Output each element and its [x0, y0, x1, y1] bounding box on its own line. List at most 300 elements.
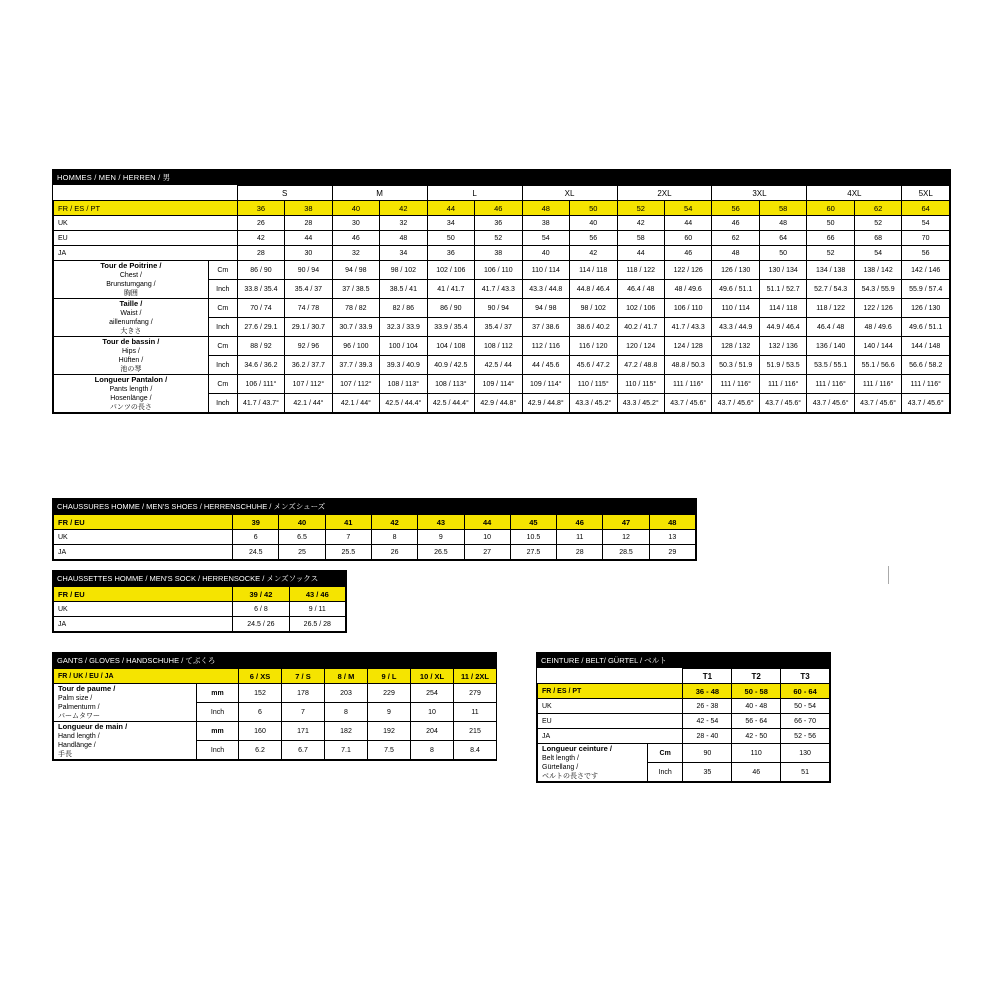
cell: 51.1 / 52.7	[759, 280, 806, 299]
size-group-s: S	[237, 186, 332, 201]
unit-inch: Inch	[208, 280, 237, 299]
cell: 215	[454, 722, 497, 741]
cell: 144 / 148	[902, 337, 950, 356]
cell: 7	[282, 703, 325, 722]
cell: 28	[285, 216, 332, 231]
cell: 34	[380, 246, 427, 261]
cell: 11 / 2XL	[454, 669, 497, 684]
cell: 48 / 49.6	[664, 280, 711, 299]
cell: 46	[732, 763, 781, 782]
cell: 34	[427, 216, 474, 231]
belt-table	[536, 652, 831, 783]
row-pants-cm	[54, 375, 950, 394]
unit-mm: mm	[197, 722, 239, 741]
cell: 44	[664, 216, 711, 231]
cell: 39 / 42	[233, 587, 289, 602]
cell: 27	[464, 545, 510, 560]
shoes-row-ja	[54, 545, 696, 560]
size-group-xl: XL	[522, 186, 617, 201]
spacer-cell	[647, 669, 683, 684]
cell: 108 / 113°	[427, 375, 474, 394]
cell: 60	[664, 231, 711, 246]
cell: 33.8 / 35.4	[237, 280, 284, 299]
measure-label-line: Longueur Pantalon /	[94, 375, 168, 384]
cell: 27.5	[510, 545, 556, 560]
cell: 8	[371, 530, 417, 545]
gloves-table-header: GANTS / GLOVES / HANDSCHUHE / てぶくろ	[53, 653, 496, 668]
measure-label-line: Belt length /	[542, 755, 579, 762]
cell: 42.9 / 44.8°	[475, 394, 522, 413]
cell: 36 - 48	[683, 684, 732, 699]
cell: 120 / 124	[617, 337, 664, 356]
cell: 43.7 / 45.6°	[902, 394, 950, 413]
cell: 48 / 49.6	[854, 318, 901, 337]
measure-label-line: Tour de bassin /	[102, 337, 160, 346]
measure-label-line: ベルトの長さです	[542, 773, 598, 780]
cell: 34.6 / 36.2	[237, 356, 284, 375]
cell: 100 / 104	[380, 337, 427, 356]
cell: 111 / 116°	[712, 375, 759, 394]
cell: 26	[371, 545, 417, 560]
cell: 26.5	[418, 545, 464, 560]
cell: 50	[570, 201, 617, 216]
measure-label-line: 池の琴	[120, 366, 142, 373]
cell: 140 / 144	[854, 337, 901, 356]
cell: 122 / 126	[854, 299, 901, 318]
cell: 42 - 54	[683, 714, 732, 729]
cell: 42	[237, 231, 284, 246]
cell: 40.9 / 42.5	[427, 356, 474, 375]
cell: 128 / 132	[712, 337, 759, 356]
cell: 41	[325, 515, 371, 530]
cell: 37 / 38.5	[332, 280, 379, 299]
measure-label-line: Brunstumgang /	[106, 281, 156, 288]
cell: 126 / 130	[902, 299, 950, 318]
cell: 40	[570, 216, 617, 231]
cell: 160	[239, 722, 282, 741]
cell: 43.3 / 44.9	[712, 318, 759, 337]
row-uk	[54, 216, 950, 231]
cell: 109 / 114°	[522, 375, 569, 394]
socks-row-ja	[54, 617, 346, 632]
cell: 24.5 / 26	[233, 617, 289, 632]
cell: 40.2 / 41.7	[617, 318, 664, 337]
cell: 9	[418, 530, 464, 545]
unit-cm: Cm	[208, 375, 237, 394]
cell: 54.3 / 55.9	[854, 280, 901, 299]
cell: 6 / 8	[233, 602, 289, 617]
cell: 44	[285, 231, 332, 246]
belt-size-t3: T3	[781, 669, 830, 684]
cell: 134 / 138	[807, 261, 854, 280]
cell: 70 / 74	[237, 299, 284, 318]
row-label-ja: JA	[54, 617, 233, 632]
cell: 78 / 82	[332, 299, 379, 318]
spacer-cell	[538, 669, 648, 684]
cell: 48	[522, 201, 569, 216]
cell: 70	[902, 231, 950, 246]
cell: 142 / 146	[902, 261, 950, 280]
gloves-size-row	[54, 669, 497, 684]
shoes-row-uk	[54, 530, 696, 545]
row-label-uk: UK	[54, 530, 233, 545]
cell: 6.2	[239, 741, 282, 760]
row-label-fr: FR / ES / PT	[54, 201, 238, 216]
cell: 112 / 116	[522, 337, 569, 356]
cell: 46	[557, 515, 603, 530]
cell: 114 / 118	[570, 261, 617, 280]
cell: 42.1 / 44°	[285, 394, 332, 413]
belt-row-uk	[538, 699, 830, 714]
cell: 37.7 / 39.3	[332, 356, 379, 375]
cell: 43.3 / 45.2°	[617, 394, 664, 413]
shoes-table-grid	[53, 514, 696, 560]
cell: 50	[427, 231, 474, 246]
cell: 47	[603, 515, 649, 530]
cell: 9 / L	[368, 669, 411, 684]
gloves-table	[52, 652, 497, 761]
cell: 52 - 56	[781, 729, 830, 744]
cell: 204	[411, 722, 454, 741]
size-group-l: L	[427, 186, 522, 201]
cell: 86 / 90	[237, 261, 284, 280]
measure-label-hips	[54, 337, 209, 375]
cell: 7	[325, 530, 371, 545]
cell: 42	[371, 515, 417, 530]
measure-label-line: Palmenturm /	[58, 704, 100, 711]
cell: 111 / 116°	[807, 375, 854, 394]
cell: 11	[454, 703, 497, 722]
cell: 111 / 116°	[902, 375, 950, 394]
measure-label-line: Pants length /	[109, 386, 153, 393]
cell: 6	[233, 530, 279, 545]
cell: 41.7 / 43.7°	[237, 394, 284, 413]
cell: 62	[854, 201, 901, 216]
spacer-cell	[54, 186, 209, 201]
cell: 43.7 / 45.6°	[807, 394, 854, 413]
spacer-cell	[208, 186, 237, 201]
measure-label-line: 胸囲	[123, 290, 138, 297]
mens-socks-table	[52, 570, 347, 633]
cell: 7.5	[368, 741, 411, 760]
cell: 58	[617, 231, 664, 246]
row-label-uk: UK	[54, 602, 233, 617]
page-tick-mark	[888, 566, 889, 584]
cell: 52	[617, 201, 664, 216]
measure-label-waist	[54, 299, 209, 337]
cell: 25.5	[325, 545, 371, 560]
measure-label-belt-length	[538, 744, 648, 782]
unit-mm: mm	[197, 684, 239, 703]
cell: 43.7 / 45.6°	[854, 394, 901, 413]
cell: 26	[237, 216, 284, 231]
cell: 43 / 46	[289, 587, 345, 602]
cell: 114 / 118	[759, 299, 806, 318]
cell: 12	[603, 530, 649, 545]
cell: 64	[902, 201, 950, 216]
cell: 41.7 / 43.3	[475, 280, 522, 299]
cell: 107 / 112°	[285, 375, 332, 394]
gloves-row-hand-mm	[54, 722, 497, 741]
cell: 13	[649, 530, 695, 545]
cell: 47.2 / 48.8	[617, 356, 664, 375]
row-eu	[54, 231, 950, 246]
row-label-ja: JA	[538, 729, 683, 744]
cell: 51	[781, 763, 830, 782]
socks-table-grid	[53, 586, 346, 632]
cell: 42.5 / 44	[475, 356, 522, 375]
cell: 106 / 111°	[237, 375, 284, 394]
cell: 30	[332, 216, 379, 231]
unit-inch: Inch	[208, 318, 237, 337]
cell: 56	[570, 231, 617, 246]
cell: 106 / 110	[475, 261, 522, 280]
cell: 40	[279, 515, 325, 530]
cell: 68	[854, 231, 901, 246]
cell: 46	[332, 231, 379, 246]
row-label-eu: EU	[54, 231, 238, 246]
cell: 46.4 / 48	[617, 280, 664, 299]
cell: 38	[285, 201, 332, 216]
cell: 92 / 96	[285, 337, 332, 356]
row-label-uk: UK	[538, 699, 683, 714]
unit-cm: Cm	[647, 744, 683, 763]
cell: 35.4 / 37	[475, 318, 522, 337]
unit-inch: Inch	[197, 741, 239, 760]
cell: 40	[332, 201, 379, 216]
cell: 116 / 120	[570, 337, 617, 356]
cell: 42.1 / 44°	[332, 394, 379, 413]
measure-label-line: 手長	[58, 751, 72, 758]
belt-size-t2: T2	[732, 669, 781, 684]
cell: 182	[325, 722, 368, 741]
measure-label-line: Chest /	[119, 272, 142, 279]
row-hips-cm	[54, 337, 950, 356]
row-label-fr: FR / ES / PT	[538, 684, 683, 699]
cell: 58	[759, 201, 806, 216]
mens-table-header: HOMMES / MEN / HERREN / 男	[53, 170, 950, 185]
gloves-row-palm-mm	[54, 684, 497, 703]
cell: 28	[557, 545, 603, 560]
cell: 229	[368, 684, 411, 703]
measure-label-line: パームタワー	[58, 713, 100, 720]
cell: 40 - 48	[732, 699, 781, 714]
socks-row-fr	[54, 587, 346, 602]
unit-inch: Inch	[208, 394, 237, 413]
cell: 48	[759, 216, 806, 231]
socks-table-header: CHAUSSETTES HOMME / MEN'S SOCK / HERRENSOCKE / メンズソックス	[53, 571, 346, 586]
cell: 27.6 / 29.1	[237, 318, 284, 337]
cell: 110	[732, 744, 781, 763]
cell: 35.4 / 37	[285, 280, 332, 299]
cell: 64	[759, 231, 806, 246]
row-waist-cm	[54, 299, 950, 318]
cell: 44.8 / 46.4	[570, 280, 617, 299]
cell: 50 - 58	[732, 684, 781, 699]
cell: 60	[807, 201, 854, 216]
cell: 46	[664, 246, 711, 261]
belt-table-grid	[537, 668, 830, 782]
gloves-table-grid	[53, 668, 497, 760]
size-group-5xl: 5XL	[902, 186, 950, 201]
measure-label-line: Palm size /	[58, 695, 93, 702]
row-label-eu: EU	[538, 714, 683, 729]
row-label-ja: JA	[54, 246, 238, 261]
cell: 55.9 / 57.4	[902, 280, 950, 299]
cell: 130 / 134	[759, 261, 806, 280]
row-label-sizes: FR / UK / EU / JA	[54, 669, 239, 684]
cell: 96 / 100	[332, 337, 379, 356]
cell: 56 - 64	[732, 714, 781, 729]
row-label-fr-eu: FR / EU	[54, 587, 233, 602]
cell: 6	[239, 703, 282, 722]
cell: 53.5 / 55.1	[807, 356, 854, 375]
cell: 10	[464, 530, 510, 545]
cell: 36	[475, 216, 522, 231]
cell: 38.6 / 40.2	[570, 318, 617, 337]
cell: 30	[285, 246, 332, 261]
measure-label-line: パンツの長さ	[109, 404, 152, 411]
cell: 60 - 64	[781, 684, 830, 699]
cell: 49.6 / 51.1	[902, 318, 950, 337]
measure-label-line: Handlänge /	[58, 742, 96, 749]
cell: 56.6 / 58.2	[902, 356, 950, 375]
cell: 6.7	[282, 741, 325, 760]
cell: 90 / 94	[285, 261, 332, 280]
cell: 43.3 / 44.8	[522, 280, 569, 299]
measure-label-palm-size	[54, 684, 197, 722]
cell: 136 / 140	[807, 337, 854, 356]
cell: 48	[649, 515, 695, 530]
cell: 108 / 112	[475, 337, 522, 356]
cell: 36.2 / 37.7	[285, 356, 332, 375]
unit-inch: Inch	[197, 703, 239, 722]
belt-row-fr	[538, 684, 830, 699]
cell: 24.5	[233, 545, 279, 560]
cell: 108 / 113°	[380, 375, 427, 394]
measure-label-line: Longueur de main /	[58, 722, 128, 731]
cell: 8	[325, 703, 368, 722]
cell: 28.5	[603, 545, 649, 560]
cell: 132 / 136	[759, 337, 806, 356]
cell: 254	[411, 684, 454, 703]
cell: 42.5 / 44.4°	[380, 394, 427, 413]
cell: 49.6 / 51.1	[712, 280, 759, 299]
cell: 111 / 116°	[664, 375, 711, 394]
cell: 102 / 106	[427, 261, 474, 280]
cell: 124 / 128	[664, 337, 711, 356]
socks-row-uk	[54, 602, 346, 617]
cell: 26.5 / 28	[289, 617, 345, 632]
measure-label-line: Hüften /	[118, 357, 144, 364]
cell: 26 - 38	[683, 699, 732, 714]
cell: 40	[522, 246, 569, 261]
cell: 94 / 98	[332, 261, 379, 280]
cell: 29	[649, 545, 695, 560]
row-label-uk: UK	[54, 216, 238, 231]
cell: 118 / 122	[807, 299, 854, 318]
shoes-row-fr	[54, 515, 696, 530]
measure-label-line: aillenumfang /	[109, 319, 153, 326]
cell: 52	[807, 246, 854, 261]
shoes-table-header: CHAUSSURES HOMME / MEN'S SHOES / HERRENSCHUHE / メンズシューズ	[53, 499, 696, 514]
cell: 28 - 40	[683, 729, 732, 744]
cell: 66	[807, 231, 854, 246]
cell: 94 / 98	[522, 299, 569, 318]
cell: 41 / 41.7	[427, 280, 474, 299]
measure-label-chest	[54, 261, 209, 299]
cell: 54	[854, 246, 901, 261]
cell: 36	[427, 246, 474, 261]
cell: 32.3 / 33.9	[380, 318, 427, 337]
cell: 28	[237, 246, 284, 261]
cell: 42	[617, 216, 664, 231]
size-group-4xl: 4XL	[807, 186, 902, 201]
cell: 192	[368, 722, 411, 741]
cell: 106 / 110	[664, 299, 711, 318]
cell: 33.9 / 35.4	[427, 318, 474, 337]
cell: 51.9 / 53.5	[759, 356, 806, 375]
cell: 55.1 / 56.6	[854, 356, 901, 375]
cell: 102 / 106	[617, 299, 664, 318]
cell: 8	[411, 741, 454, 760]
mens-shoes-table	[52, 498, 697, 561]
cell: 35	[683, 763, 732, 782]
cell: 25	[279, 545, 325, 560]
cell: 98 / 102	[380, 261, 427, 280]
cell: 7.1	[325, 741, 368, 760]
cell: 9 / 11	[289, 602, 345, 617]
cell: 50	[759, 246, 806, 261]
row-chest-cm	[54, 261, 950, 280]
cell: 82 / 86	[380, 299, 427, 318]
cell: 41.7 / 43.3	[664, 318, 711, 337]
cell: 37 / 38.6	[522, 318, 569, 337]
cell: 90	[683, 744, 732, 763]
measure-label-line: Hosenlänge /	[110, 395, 152, 402]
unit-cm: Cm	[208, 261, 237, 280]
cell: 29.1 / 30.7	[285, 318, 332, 337]
unit-cm: Cm	[208, 337, 237, 356]
cell: 43	[418, 515, 464, 530]
cell: 32	[380, 216, 427, 231]
cell: 44.9 / 46.4	[759, 318, 806, 337]
cell: 48	[712, 246, 759, 261]
cell: 42	[570, 246, 617, 261]
cell: 6.5	[279, 530, 325, 545]
cell: 7 / S	[282, 669, 325, 684]
cell: 66 - 70	[781, 714, 830, 729]
cell: 110 / 114	[522, 261, 569, 280]
cell: 43.7 / 45.6°	[664, 394, 711, 413]
cell: 8 / M	[325, 669, 368, 684]
cell: 36	[237, 201, 284, 216]
cell: 107 / 112°	[332, 375, 379, 394]
cell: 42.5 / 44.4°	[427, 394, 474, 413]
row-label-ja: JA	[54, 545, 233, 560]
cell: 56	[712, 201, 759, 216]
belt-row-length-cm	[538, 744, 830, 763]
belt-row-eu	[538, 714, 830, 729]
cell: 110 / 115°	[570, 375, 617, 394]
row-fr-es-pt	[54, 201, 950, 216]
cell: 32	[332, 246, 379, 261]
measure-label-line: Tour de Poitrine /	[100, 261, 162, 270]
cell: 10	[411, 703, 454, 722]
cell: 42 - 50	[732, 729, 781, 744]
cell: 38.5 / 41	[380, 280, 427, 299]
cell: 44 / 45.6	[522, 356, 569, 375]
